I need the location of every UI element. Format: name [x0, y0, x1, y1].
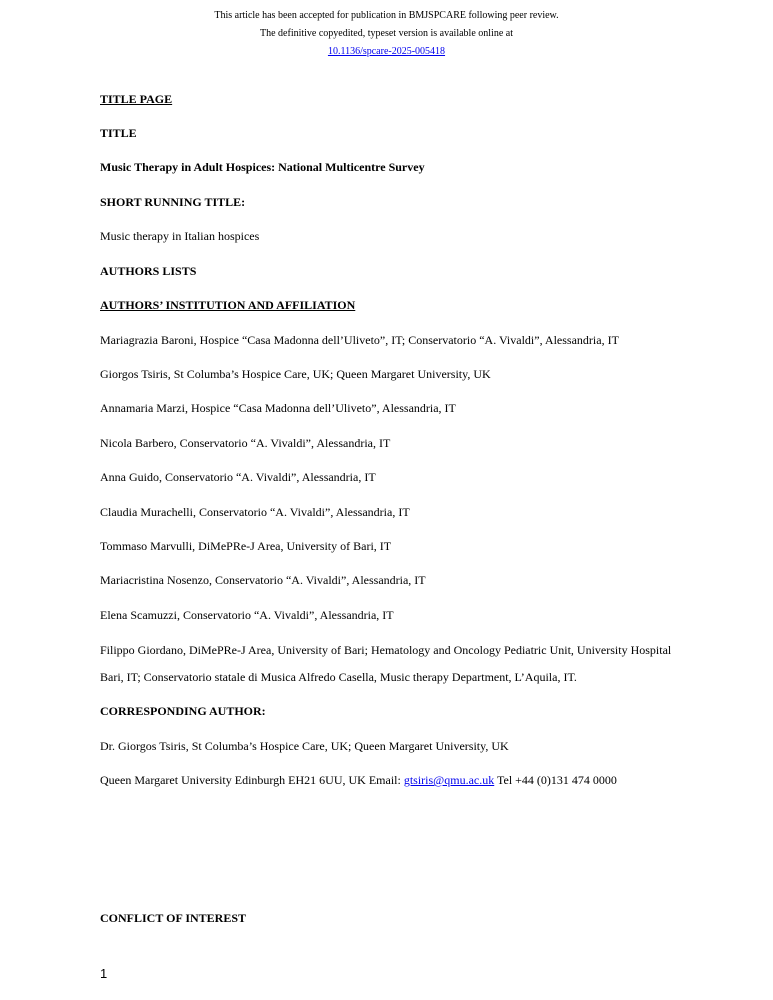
address-text: Queen Margaret University Edinburgh EH21 6UU, UK Email: — [100, 773, 404, 787]
author-line: Nicola Barbero, Conservatorio “A. Vivaldi”, Alessandria, IT — [100, 436, 391, 450]
short-running-title-heading: SHORT RUNNING TITLE: — [100, 195, 246, 209]
availability-notice: The definitive copyedited, typeset version is available online at — [260, 28, 513, 39]
author-line: Giorgos Tsiris, St Columba’s Hospice Care, UK; Queen Margaret University, UK — [100, 367, 491, 381]
author-line: Claudia Murachelli, Conservatorio “A. Vivaldi”, Alessandria, IT — [100, 505, 410, 519]
short-running-title: Music therapy in Italian hospices — [100, 229, 260, 243]
author-line: Filippo Giordano, DiMePRe-J Area, University of Bari; Hematology and Oncology Pediatric Unit, University Hospital — [100, 643, 672, 657]
acceptance-notice: This article has been accepted for publication in BMJSPCARE following peer review. — [214, 10, 559, 21]
conflict-of-interest-heading: CONFLICT OF INTEREST — [100, 911, 247, 925]
affiliation-heading: AUTHORS’ INSTITUTION AND AFFILIATION — [100, 298, 356, 312]
author-line-continued: Bari, IT; Conservatorio statale di Musica Alfredo Casella, Music therapy Department, L’Aquila, IT. — [100, 670, 577, 684]
doi-line — [0, 46, 773, 58]
corresponding-author-heading: CORRESPONDING AUTHOR: — [100, 704, 266, 718]
author-line: Mariacristina Nosenzo, Conservatorio “A. Vivaldi”, Alessandria, IT — [100, 573, 426, 587]
author-line: Tommaso Marvulli, DiMePRe-J Area, University of Bari, IT — [100, 539, 392, 553]
title-heading: TITLE — [100, 126, 137, 140]
title-page-heading: TITLE PAGE — [100, 92, 173, 106]
article-title: Music Therapy in Adult Hospices: National Multicentre Survey — [100, 160, 425, 174]
author-line: Elena Scamuzzi, Conservatorio “A. Vivaldi”, Alessandria, IT — [100, 608, 394, 622]
author-line: Anna Guido, Conservatorio “A. Vivaldi”, Alessandria, IT — [100, 470, 376, 484]
authors-lists-heading: AUTHORS LISTS — [100, 264, 197, 278]
author-line: Annamaria Marzi, Hospice “Casa Madonna dell’Uliveto”, Alessandria, IT — [100, 401, 456, 415]
page-number: 1 — [100, 966, 108, 981]
corresponding-author-contact — [100, 773, 617, 787]
doi-link[interactable]: 10.1136/spcare-2025-005418 — [327, 46, 446, 57]
author-line: Mariagrazia Baroni, Hospice “Casa Madonna dell’Uliveto”, IT; Conservatorio “A. Vivaldi”, Alessandria, IT — [100, 333, 619, 347]
telephone-text: Tel +44 (0)131 474 0000 — [494, 773, 617, 787]
corresponding-author-name: Dr. Giorgos Tsiris, St Columba’s Hospice Care, UK; Queen Margaret University, UK — [100, 739, 509, 753]
email-link[interactable]: gtsiris@qmu.ac.uk — [403, 773, 495, 787]
